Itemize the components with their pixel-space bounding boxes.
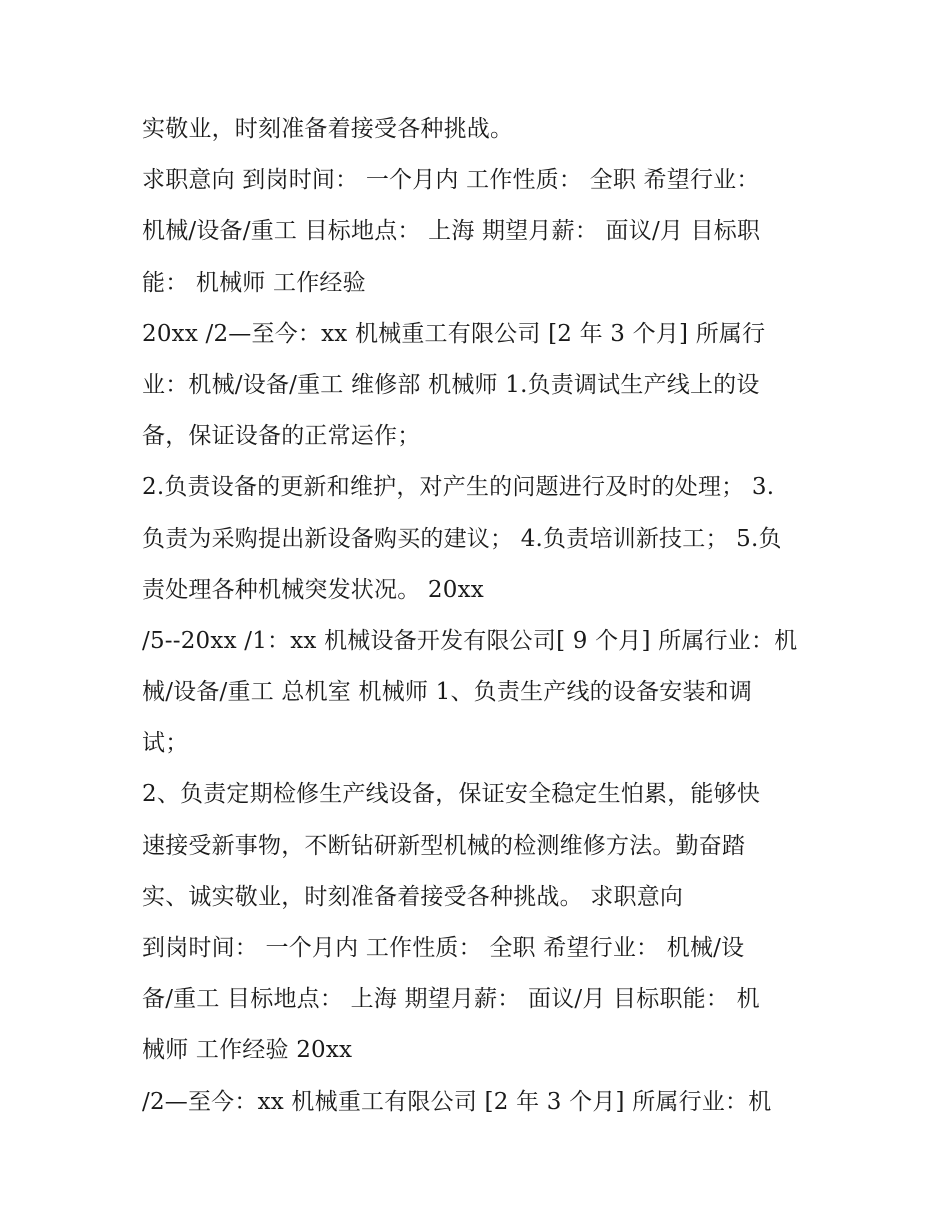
text-line-7: 备，保证设备的正常运作；	[142, 423, 421, 450]
text-line-19: 械师 工作经验 20xx	[142, 1037, 353, 1064]
text-line-4: 能： 机械师 工作经验	[142, 269, 366, 296]
text-line-14: 2、负责定期检修生产线设备，保证安全稳定生怕累，能够快	[142, 781, 761, 808]
text-line-11: /5--20xx /1：xx 机械设备开发有限公司[ 9 个月] 所属行业：机	[142, 627, 798, 654]
text-line-20: /2—至今：xx 机械重工有限公司 [2 年 3 个月] 所属行业：机	[142, 1088, 772, 1115]
text-line-3: 机械/设备/重工 目标地点： 上海 期望月薪： 面议/月 目标职	[142, 218, 761, 245]
resume-text-body	[142, 111, 822, 1135]
text-line-16: 实、诚实敬业，时刻准备着接受各种挑战。 求职意向	[142, 883, 684, 910]
text-line-6: 业：机械/设备/重工 维修部 机械师 1.负责调试生产线上的设	[142, 371, 760, 398]
text-line-18: 备/重工 目标地点： 上海 期望月薪： 面议/月 目标职能： 机	[142, 986, 760, 1013]
text-line-17: 到岗时间： 一个月内 工作性质： 全职 希望行业： 机械/设	[142, 935, 745, 961]
text-line-1: 实敬业，时刻准备着接受各种挑战。	[142, 116, 514, 142]
text-line-9: 负责为采购提出新设备购买的建议； 4.负责培训新技工； 5.负	[142, 525, 782, 552]
text-line-15: 速接受新事物，不断钻研新型机械的检测维修方法。勤奋踏	[142, 832, 746, 859]
text-line-10: 责处理各种机械突发状况。 20xx	[142, 576, 484, 603]
text-line-8: 2.负责设备的更新和维护，对产生的问题进行及时的处理； 3.	[142, 474, 775, 501]
text-line-12: 械/设备/重工 总机室 机械师 1、负责生产线的设备安装和调	[142, 679, 753, 706]
text-line-5: 20xx /2—至今：xx 机械重工有限公司 [2 年 3 个月] 所属行	[142, 320, 766, 347]
text-line-13: 试；	[142, 730, 189, 757]
text-line-2: 求职意向 到岗时间： 一个月内 工作性质： 全职 希望行业：	[142, 167, 760, 194]
